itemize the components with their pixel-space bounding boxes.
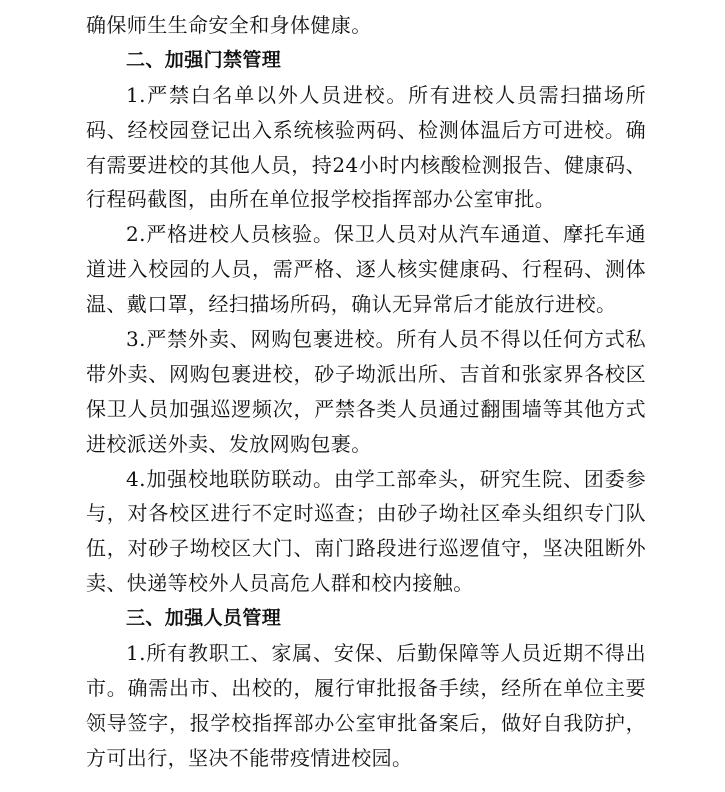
text-line: 方可出行，坚决不能带疫情进校园。 (86, 745, 413, 770)
section-heading: 三、加强人员管理 (126, 607, 282, 630)
text-line: 4.加强校地联防联动。由学工部牵头，研究生院、团委参 (126, 466, 646, 491)
text-line: 伍，对砂子坳校区大门、南门路段进行巡逻值守，坚决阻断外 (86, 536, 646, 561)
text-line: 带外卖、网购包裹进校，砂子坳派出所、吉首和张家界各校区 (86, 361, 646, 386)
text-line: 有需要进校的其他人员，持24小时内核酸检测报告、健康码、 (86, 152, 646, 177)
section-heading: 二、加强门禁管理 (126, 48, 282, 71)
text-line: 温、戴口罩，经扫描场所码，确认无异常后才能放行进校。 (86, 292, 617, 317)
text-line: 3.严禁外卖、网购包裹进校。所有人员不得以任何方式私 (126, 327, 646, 352)
text-line: 保卫人员加强巡逻频次，严禁各类人员通过翻围墙等其他方式 (86, 396, 646, 421)
text-line: 行程码截图，由所在单位报学校指挥部办公室审批。 (86, 187, 556, 212)
text-line: 卖、快递等校外人员高危人群和校内接触。 (86, 571, 474, 596)
text-line: 道进入校园的人员，需严格、逐人核实健康码、行程码、测体 (86, 257, 646, 282)
text-line: 1.严禁白名单以外人员进校。所有进校人员需扫描场所 (126, 82, 646, 107)
text-line: 确保师生生命安全和身体健康。 (86, 13, 372, 37)
text-line: 1.所有教职工、家属、安保、后勤保障等人员近期不得出 (126, 641, 646, 666)
text-line: 与，对各校区进行不定时巡查；由砂子坳社区牵头组织专门队 (86, 501, 646, 526)
text-line: 2.严格进校人员核验。保卫人员对从汽车通道、摩托车通 (126, 222, 646, 247)
text-line: 进校派送外卖、发放网购包裹。 (86, 431, 372, 456)
text-line: 领导签字，报学校指挥部办公室审批备案后，做好自我防护， (86, 710, 646, 735)
text-line: 码、经校园登记出入系统核验两码、检测体温后方可进校。确 (86, 117, 646, 142)
document-page (86, 8, 646, 776)
text-line: 市。确需出市、出校的，履行审批报备手续，经所在单位主要 (86, 675, 646, 700)
